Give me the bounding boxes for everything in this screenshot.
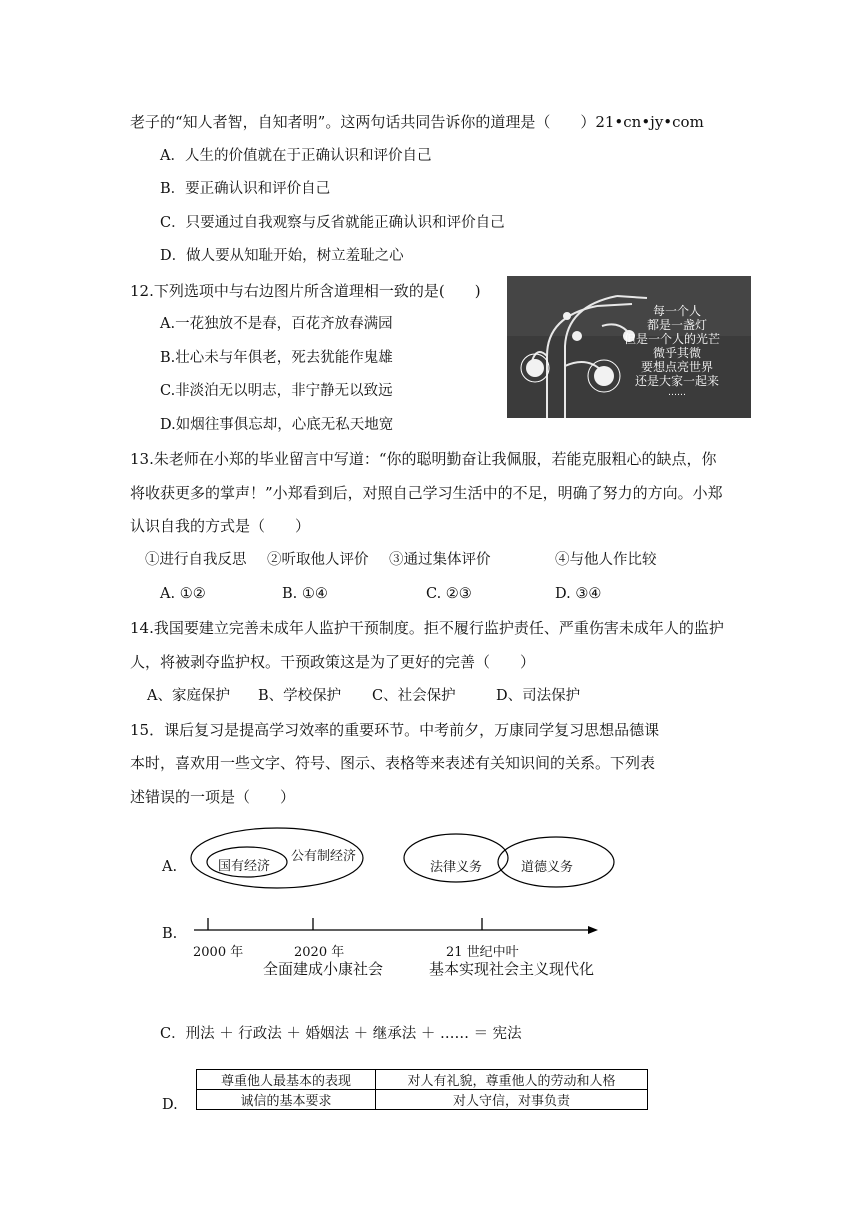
moral-duty-label: 道德义务 [521,860,574,875]
q14-stem-line-1: 14.我国要建立完善未成年人监护干预制度。拒不履行监护责任、严重伤害未成年人的监护 [130,619,724,637]
table-cell: 对人守信，对事负责 [376,1090,648,1110]
q15-stem-line-1: 15．课后复习是提高学习效率的重要环节。中考前夕，万康同学复习思想品德课 [130,721,660,739]
timeline-axis [190,912,610,942]
q12-option-b[interactable]: B.壮心未与年俱老，死去犹能作鬼雄 [160,350,393,366]
table-cell: 对人有礼貌，尊重他人的劳动和人格 [376,1070,648,1090]
q15-stem-line-2: 本时，喜欢用一些文字、符号、图示、表格等来表述有关知识间的关系。下列表 [130,754,656,772]
legal-duty-label: 法律义务 [430,860,483,875]
lamp-caption-6: 还是大家一起来 [634,374,719,388]
q11-option-b[interactable]: B．要正确认识和评价自己 [160,181,331,197]
tick-mid-century: 21 世纪中叶 [446,945,519,960]
lamp-caption-2: 都是一盏灯 [646,318,707,332]
q13-option-c[interactable]: C. ②③ [426,586,472,602]
q15-option-d-label[interactable]: D. [162,1097,178,1113]
goal-modernization: 基本实现社会主义现代化 [429,960,595,978]
state-economy-label: 国有经济 [218,859,271,874]
q13-option-d[interactable]: D. ③④ [555,586,602,602]
lamp-caption-1: 每一个人 [652,304,701,318]
tick-2000: 2000 年 [193,945,244,960]
table-row [197,1070,648,1090]
lamp-caption-3: 但是一个人的光芒 [623,332,720,346]
q13-stem-line-1: 13.朱老师在小郑的毕业留言中写道：“你的聪明勤奋让我佩服，若能克服粗心的缺点，你 [130,450,717,468]
q14-option-b[interactable]: B、学校保护 [258,688,342,704]
q15-option-d-table [196,1069,648,1110]
q12-stem: 12.下列选项中与右边图片所含道理相一致的是( ) [130,282,481,300]
tick-2020: 2020 年 [294,945,345,960]
lamp-caption-7: …… [668,388,686,398]
goal-xiaokang: 全面建成小康社会 [263,960,384,978]
q15-option-b-label[interactable]: B. [162,926,178,942]
lamp-caption-5: 要想点亮世界 [640,360,713,374]
table-cell: 尊重他人最基本的表现 [197,1070,376,1090]
q11-stem: 老子的“知人者智，自知者明”。这两句话共同告诉你的道理是（ ）21•cn•jy•com [130,113,704,131]
q13-choice-4: ④与他人作比较 [555,552,657,568]
q11-option-a[interactable]: A．人生的价值就在于正确认识和评价自己 [160,148,432,164]
q13-option-b[interactable]: B. ①④ [282,586,328,602]
public-economy-label: 公有制经济 [291,849,357,864]
q15-stem-line-3: 述错误的一项是（ ） [130,788,296,806]
q15-option-c[interactable]: C．刑法 ＋ 行政法 ＋ 婚姻法 ＋ 继承法 ＋ …… ＝ 宪法 [160,1026,522,1042]
lamp-caption-4: 微乎其微 [652,346,701,360]
q12-option-c[interactable]: C.非淡泊无以明志，非宁静无以致远 [160,383,393,399]
q11-option-d[interactable]: D．做人要从知耻开始，树立羞耻之心 [160,248,404,264]
q12-option-d[interactable]: D.如烟往事俱忘却，心底无私天地宽 [160,417,394,433]
table-row [197,1090,648,1110]
q14-stem-line-2: 人，将被剥夺监护权。干预政策这是为了更好的完善（ ） [130,653,536,671]
q13-stem-line-3: 认识自我的方式是（ ） [130,517,311,535]
q12-option-a[interactable]: A.一花独放不是春，百花齐放春满园 [160,316,393,332]
lamp-picture [507,276,751,418]
q13-choice-3: ③通过集体评价 [389,552,491,568]
table-cell: 诚信的基本要求 [197,1090,376,1110]
q14-option-a[interactable]: A、家庭保护 [147,688,230,704]
q15-option-a-label[interactable]: A. [162,859,178,875]
q13-choice-2: ②听取他人评价 [267,552,369,568]
q13-choice-1: ①进行自我反思 [145,552,247,568]
q13-option-a[interactable]: A. ①② [160,586,206,602]
q13-stem-line-2: 将收获更多的掌声！”小郑看到后，对照自己学习生活中的不足，明确了努力的方向。小郑 [130,484,723,502]
q11-option-c[interactable]: C．只要通过自我观察与反省就能正确认识和评价自己 [160,215,505,231]
q14-option-d[interactable]: D、司法保护 [496,688,581,704]
q14-option-c[interactable]: C、社会保护 [372,688,456,704]
